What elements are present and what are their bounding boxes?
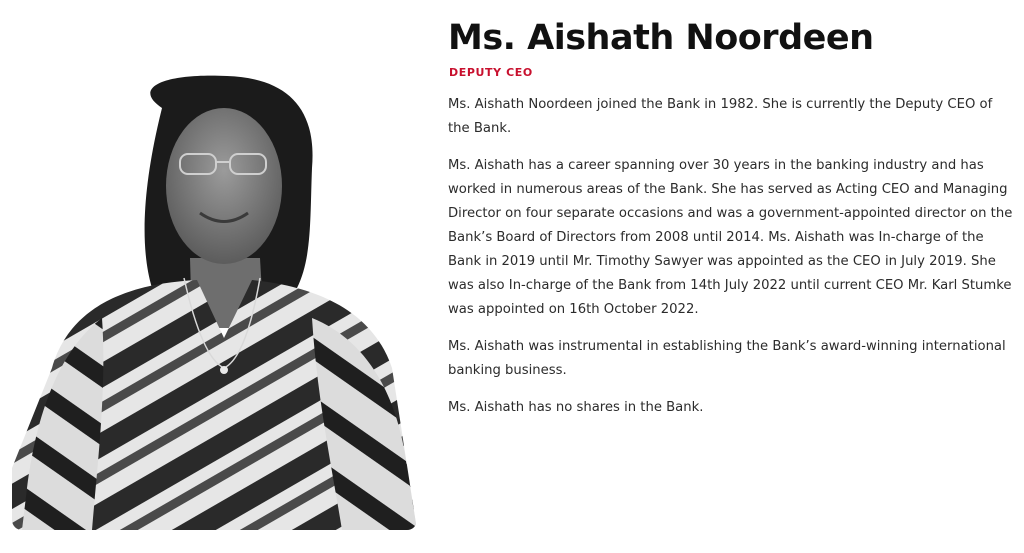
bio-paragraph: Ms. Aishath was instrumental in establishing the Bank’s award-winning international banking business. — [448, 339, 1006, 378]
portrait-illustration — [12, 68, 417, 530]
profile-content — [448, 16, 1016, 433]
bio-paragraph: Ms. Aishath Noordeen joined the Bank in 1982. She is currently the Deputy CEO of the Bank. — [448, 97, 993, 136]
portrait-photo — [12, 68, 417, 530]
bio-paragraph: Ms. Aishath has a career spanning over 30 years in the banking industry and has worked in numerous areas of the Bank. She has served as Acting CEO and Managing Director on four separate occasions and was a government-appointed director on the Bank’s Board of Directors from 2008 until 2014. Ms. Aishath was In-charge of the Bank in 2019 until Mr. Timothy Sawyer was appointed as the CEO in July 2019. She was also In-charge of the Bank from 14th July 2022 until current CEO Mr. Karl Stumke was appointed on 16th October 2022. — [448, 158, 1013, 317]
person-bio — [448, 93, 1016, 420]
person-name: Ms. Aishath Noordeen — [448, 18, 874, 58]
bio-paragraph: Ms. Aishath has no shares in the Bank. — [448, 400, 704, 415]
person-role: DEPUTY CEO — [449, 66, 533, 79]
